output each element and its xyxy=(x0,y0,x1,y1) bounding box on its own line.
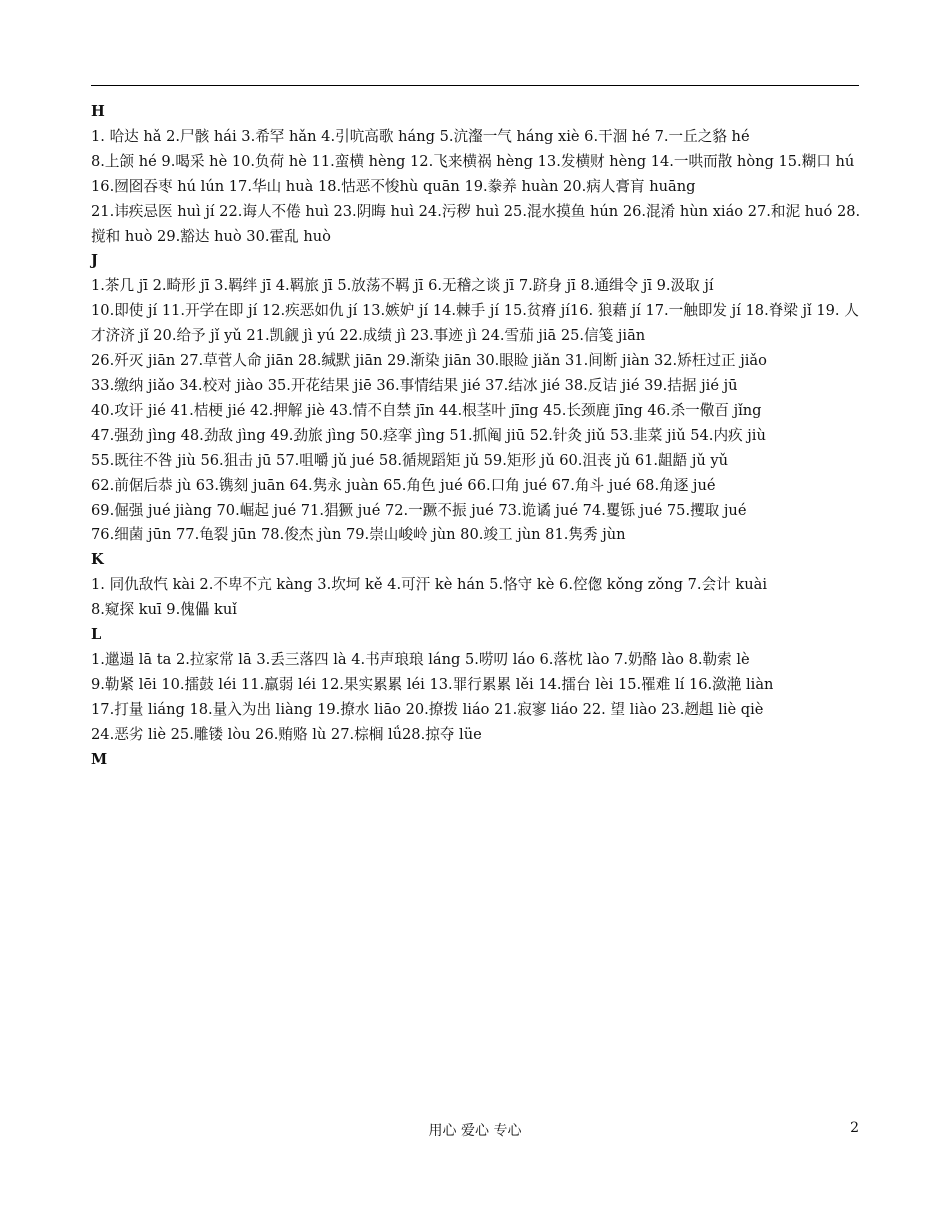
section-letter-j: J xyxy=(91,252,98,270)
section-letter-k: K xyxy=(91,551,104,569)
vocab-paragraph: 40.攻讦 jié 41.桔梗 jié 42.押解 jiè 43.情不自禁 jīn 44.根茎叶 jīng 45.长颈鹿 jīng 46.杀一儆百 jǐng xyxy=(91,401,762,419)
vocab-paragraph: 33.缴纳 jiǎo 34.校对 jiào 35.开花结果 jiē 36.事情结果 jié 37.结冰 jié 38.反诘 jié 39.拮据 jié jū xyxy=(91,376,738,394)
vocab-paragraph: 10.即使 jí 11.开学在即 jí 12.疾恶如仇 jí 13.嫉妒 jí 14.棘手 jí 15.贫瘠 jí16. 狼藉 jí 17.一触即发 jí 18.脊梁 jǐ 19. 人才济济 jǐ 20.给予 jǐ yǔ 21.凯觎 jì yú 22.成绩 jì 23.事迹 jì 24.雪茄 jiā 25.信笺 jiān xyxy=(91,302,859,345)
header-rule xyxy=(91,85,859,86)
vocab-paragraph: 1.邋遢 lā ta 2.拉家常 lā 3.丢三落四 là 4.书声琅琅 láng 5.唠叨 láo 6.落枕 lào 7.奶酪 lào 8.勒索 lè xyxy=(91,650,750,668)
vocab-paragraph: 62.前倨后恭 jù 63.镌刻 juān 64.隽永 juàn 65.角色 jué 66.口角 jué 67.角斗 jué 68.角逐 jué xyxy=(91,476,716,494)
vocab-paragraph: 24.恶劣 liè 25.雕镂 lòu 26.贿赂 lù 27.棕榈 lǘ28.掠夺 lüe xyxy=(91,725,482,743)
vocab-paragraph: 8.上颌 hé 9.喝采 hè 10.负荷 hè 11.蛮横 hèng 12.飞来横祸 hèng 13.发横财 hèng 14.一哄而散 hòng 15.糊口 hú 16.囫囵吞枣 hú lún 17.华山 huà 18.怙恶不悛hù quān 19.豢养 huàn 20.病人膏肓 huāng xyxy=(91,152,855,195)
section-letter-l: L xyxy=(91,626,102,644)
footer-slogan: 用心 爱心 专心 xyxy=(428,1123,522,1139)
vocab-paragraph: 8.窥探 kuī 9.傀儡 kuǐ xyxy=(91,601,237,619)
vocab-paragraph: 9.勒紧 lēi 10.擂鼓 léi 11.羸弱 léi 12.果实累累 léi 13.罪行累累 lěi 14.擂台 lèi 15.罹难 lí 16.潋滟 liàn xyxy=(91,675,774,693)
vocab-paragraph: 1. 哈达 hǎ 2.尸骸 hái 3.希罕 hǎn 4.引吭高歌 háng 5.沆瀣一气 háng xiè 6.干涸 hé 7.一丘之貉 hé xyxy=(91,127,750,145)
vocabulary-list xyxy=(91,100,861,772)
vocab-paragraph: 69.倔强 jué jiàng 70.崛起 jué 71.猖獗 jué 72.一蹶不振 jué 73.诡谲 jué 74.矍铄 jué 75.攫取 jué xyxy=(91,501,747,519)
vocab-paragraph: 1. 同仇敌忾 kài 2.不卑不亢 kàng 3.坎坷 kě 4.可汗 kè hán 5.恪守 kè 6.倥偬 kǒng zǒng 7.会计 kuài xyxy=(91,576,768,594)
section-letter-m: M xyxy=(91,750,108,768)
section-letter-h: H xyxy=(91,103,105,120)
vocab-paragraph: 47.强劲 jìng 48.劲敌 jìng 49.劲旅 jìng 50.痉挛 jìng 51.抓阄 jiū 52.针灸 jiǔ 53.韭菜 jiǔ 54.内疚 jiù xyxy=(91,426,766,444)
vocab-paragraph: 1.茶几 jī 2.畸形 jī 3.羁绊 jī 4.羁旅 jī 5.放荡不羁 jī 6.无稽之谈 jī 7.跻身 jī 8.通缉令 jī 9.汲取 jí xyxy=(91,277,714,295)
vocab-paragraph: 55.既往不咎 jiù 56.狙击 jū 57.咀嚼 jǔ jué 58.循规蹈矩 jǔ 59.矩形 jǔ 60.沮丧 jǔ 61.龃龉 jǔ yǔ xyxy=(91,451,729,469)
page-number: 2 xyxy=(850,1120,859,1136)
vocab-paragraph: 21.讳疾忌医 huì jí 22.诲人不倦 huì 23.阴晦 huì 24.污秽 huì 25.混水摸鱼 hún 26.混淆 hùn xiáo 27.和泥 huó 28.搅和 huò 29.豁达 huò 30.霍乱 huò xyxy=(91,202,861,245)
vocab-paragraph: 17.打量 liáng 18.量入为出 liàng 19.撩水 liāo 20.撩拨 liáo 21.寂寥 liáo 22. 望 liào 23.趔趄 liè qiè xyxy=(91,700,764,718)
vocab-paragraph: 76.细菌 jūn 77.龟裂 jūn 78.俊杰 jùn 79.崇山峻岭 jùn 80.竣工 jùn 81.隽秀 jùn xyxy=(91,526,626,544)
vocab-paragraph: 26.歼灭 jiān 27.草菅人命 jiān 28.缄默 jiān 29.渐染 jiān 30.眼睑 jiǎn 31.间断 jiàn 32.矫枉过正 jiǎo xyxy=(91,352,767,370)
